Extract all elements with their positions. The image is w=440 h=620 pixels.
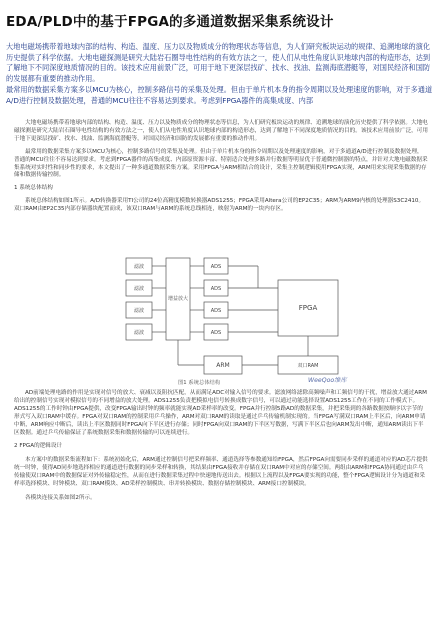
diagram-label-gain: 增益放大 (167, 296, 189, 302)
section-heading: 2 FPGA的逻辑设计 (14, 443, 63, 450)
diagram-label-filter: 滤波 (133, 308, 145, 314)
section-heading: 1 系统总体结构 (14, 185, 53, 192)
diagram-label-arm: ARM (216, 362, 230, 369)
diagram-label-filter: 滤波 (133, 286, 145, 292)
watermark-logo: WeeQoo维库 (308, 377, 347, 384)
diagram-label-ads: ADS (210, 308, 222, 314)
body-paragraph: 各模块连接关系如图2所示。 (25, 494, 96, 501)
body-paragraph: 系统总体结构如图1所示。A/D转换器采用TI公司的24位高精度模数转换器ADS1255；FPGA采用Altera公司的EP2C35；ARM为ARM9内核的处理器S3C2410。双口RAM由EP2C35内部存储器块配置而成，该双口RAM与ARM的系统总线相连，映射为ARM的一块内存区。 (14, 198, 425, 213)
summary-paragraph: 最常用的数据采集方案多以MCU为核心，控制多路信号的采集及处理。但由于单片机本身的指令周期以及处理速度的影响，对于多通道A/D进行控制及数据处理，普通的MCU往往不容易达到要求。考虑到FPGA器件的高集成度、内部 (6, 85, 433, 105)
diagram-label-ads: ADS (210, 264, 222, 270)
diagram-label-filter: 滤波 (133, 330, 145, 336)
summary-paragraph: 大地电磁场携带着地球内部的结构、构造、温度、压力以及物质成分的物理状态等信息，为人们研究板块运动的规律、追溯地球的演化历史提供了科学依据。大地电磁探测是研究大陆岩石圈导电性结构的有效方法之一，使人们从电性角度认识地球内部的构造形态，达到了解地下不同深度地质情况的目的。该技术应用前景广泛，可用于地下更深层找矿、找水、找油、监测海底潜艇等，对国民经济和国防的发展都有重要的推动作用。 (6, 42, 431, 83)
body-paragraph: AD前端处理电路的作用是实现对信号的放大、衰减以及阻抗匹配，从而满足ADC对输入信号的要求。滤波网络滤除高频噪声和工频信号的干扰，增益放大通过ARM给出的控制信号实现对模拟信号的不同增益的放大处理。ADS1255负责把模拟电信号转换成数字信号，可以通过功能选择设置ADS1255工作在不同的工作模式下。ADS1255的工作时钟由FPGA提供，改变FPGA输出时钟的频率就能实现AD采样率的改变。FPGA并行控制5路AD的数据采集，并把采集到的各路数据按顺序以字节的形式写入双口RAM中缓存。FPGA对双口RAM的控制采用乒乓操作，ARM对双口RAM的读取是通过乒乓传输机制实现的。当FPGA写满双口RAM上半区后，向ARM申请中断，ARM响应中断后，读出上半区数据同时FPGA向下半区进行存储；同时FPGA向双口RAM的下半区写数据，写满下半区后也向ARM发出中断，通知ARM读出下半区数据。通过乒乓传输保证了系统数据采集和数据传输的可以连续进行。 (14, 390, 427, 436)
body-paragraph: 最常用的数据采集方案多以MCU为核心，控制多路信号的采集及处理。但由于单片机本身的指令周期以及处理速度的影响，对于多通道A/D进行控制及数据处理，普通的MCU往往不容易达到要求。考虑到FPGA器件的高集成度、内部原资源丰富、特别适合处理多路并行数据等明显优于普通微控制器的特点，并针对大地电磁数据采集系统对实时性和同步性的要求，本文提出了一种多通道数据采集方案。采用FPGA与ARM相结合的设计，采集主控制逻辑使用FPGA实现，ARM用来实现采集数据的存储和数据传输控制。 (14, 148, 428, 179)
system-diagram (118, 250, 350, 385)
diagram-label-filter: 滤波 (133, 264, 145, 270)
diagram-label-fpga: FPGA (298, 304, 318, 312)
diagram-label-ads: ADS (210, 286, 222, 292)
diagram-label-ads: ADS (210, 330, 222, 336)
body-text-lower (14, 390, 428, 503)
page-title: EDA/PLD中的基于FPGA的多通道数据采集系统设计 (6, 14, 334, 30)
body-text-upper (14, 120, 428, 214)
summary-block (6, 42, 434, 108)
body-paragraph: 本方案中的数据采集流程如下：系统初始化后，ARM通过控制信号把采样频率、通道选择等参数通知给FPGA，然后FPGA向需要同步采样的通道对应的AD芯片提供统一时钟，使得AD同步地选择相应的通道进行数据的同步采样和转换，其结果由FPGA接收并存储在双口RAM中对应的存储空间。两组由ARM和FPGA协同通过由乒乓传输使双口RAM中的数据保证对外传输稳定性，从而在进行数据采集过程中快速地传送出去。根据以上流程以及FPGA要实现的功能，整个FPGA逻辑设计分为通道和采样率选择模块、时钟模块、双口RAM模块、AD采样控制模块、串并转换模块、数据存储控制模块、ARM接口控制模块。 (14, 457, 428, 488)
figure-caption: 图1 系统总体结构 (178, 380, 221, 386)
diagram-label-ram: 双口RAM (297, 363, 319, 369)
system-diagram-svg (118, 250, 350, 385)
body-paragraph: 大地电磁场携带着地球内部的结构、构造、温度、压力以及物质成分的物理状态等信息，为人们研究板块运动的规律、追溯地球的演化历史提供了科学依据。大地电磁探测是研究大陆岩石圈导电性结构的有效方法之一，使人们从电性角度认识地球内部的构造形态，达到了解地下不同深度地质情况的目的。该技术应用前景广泛，可用于地下更深层找矿、找水、找油、监测海底潜艇等，对国民经济和国防的发展都有重要的推动作用。 (14, 120, 428, 142)
